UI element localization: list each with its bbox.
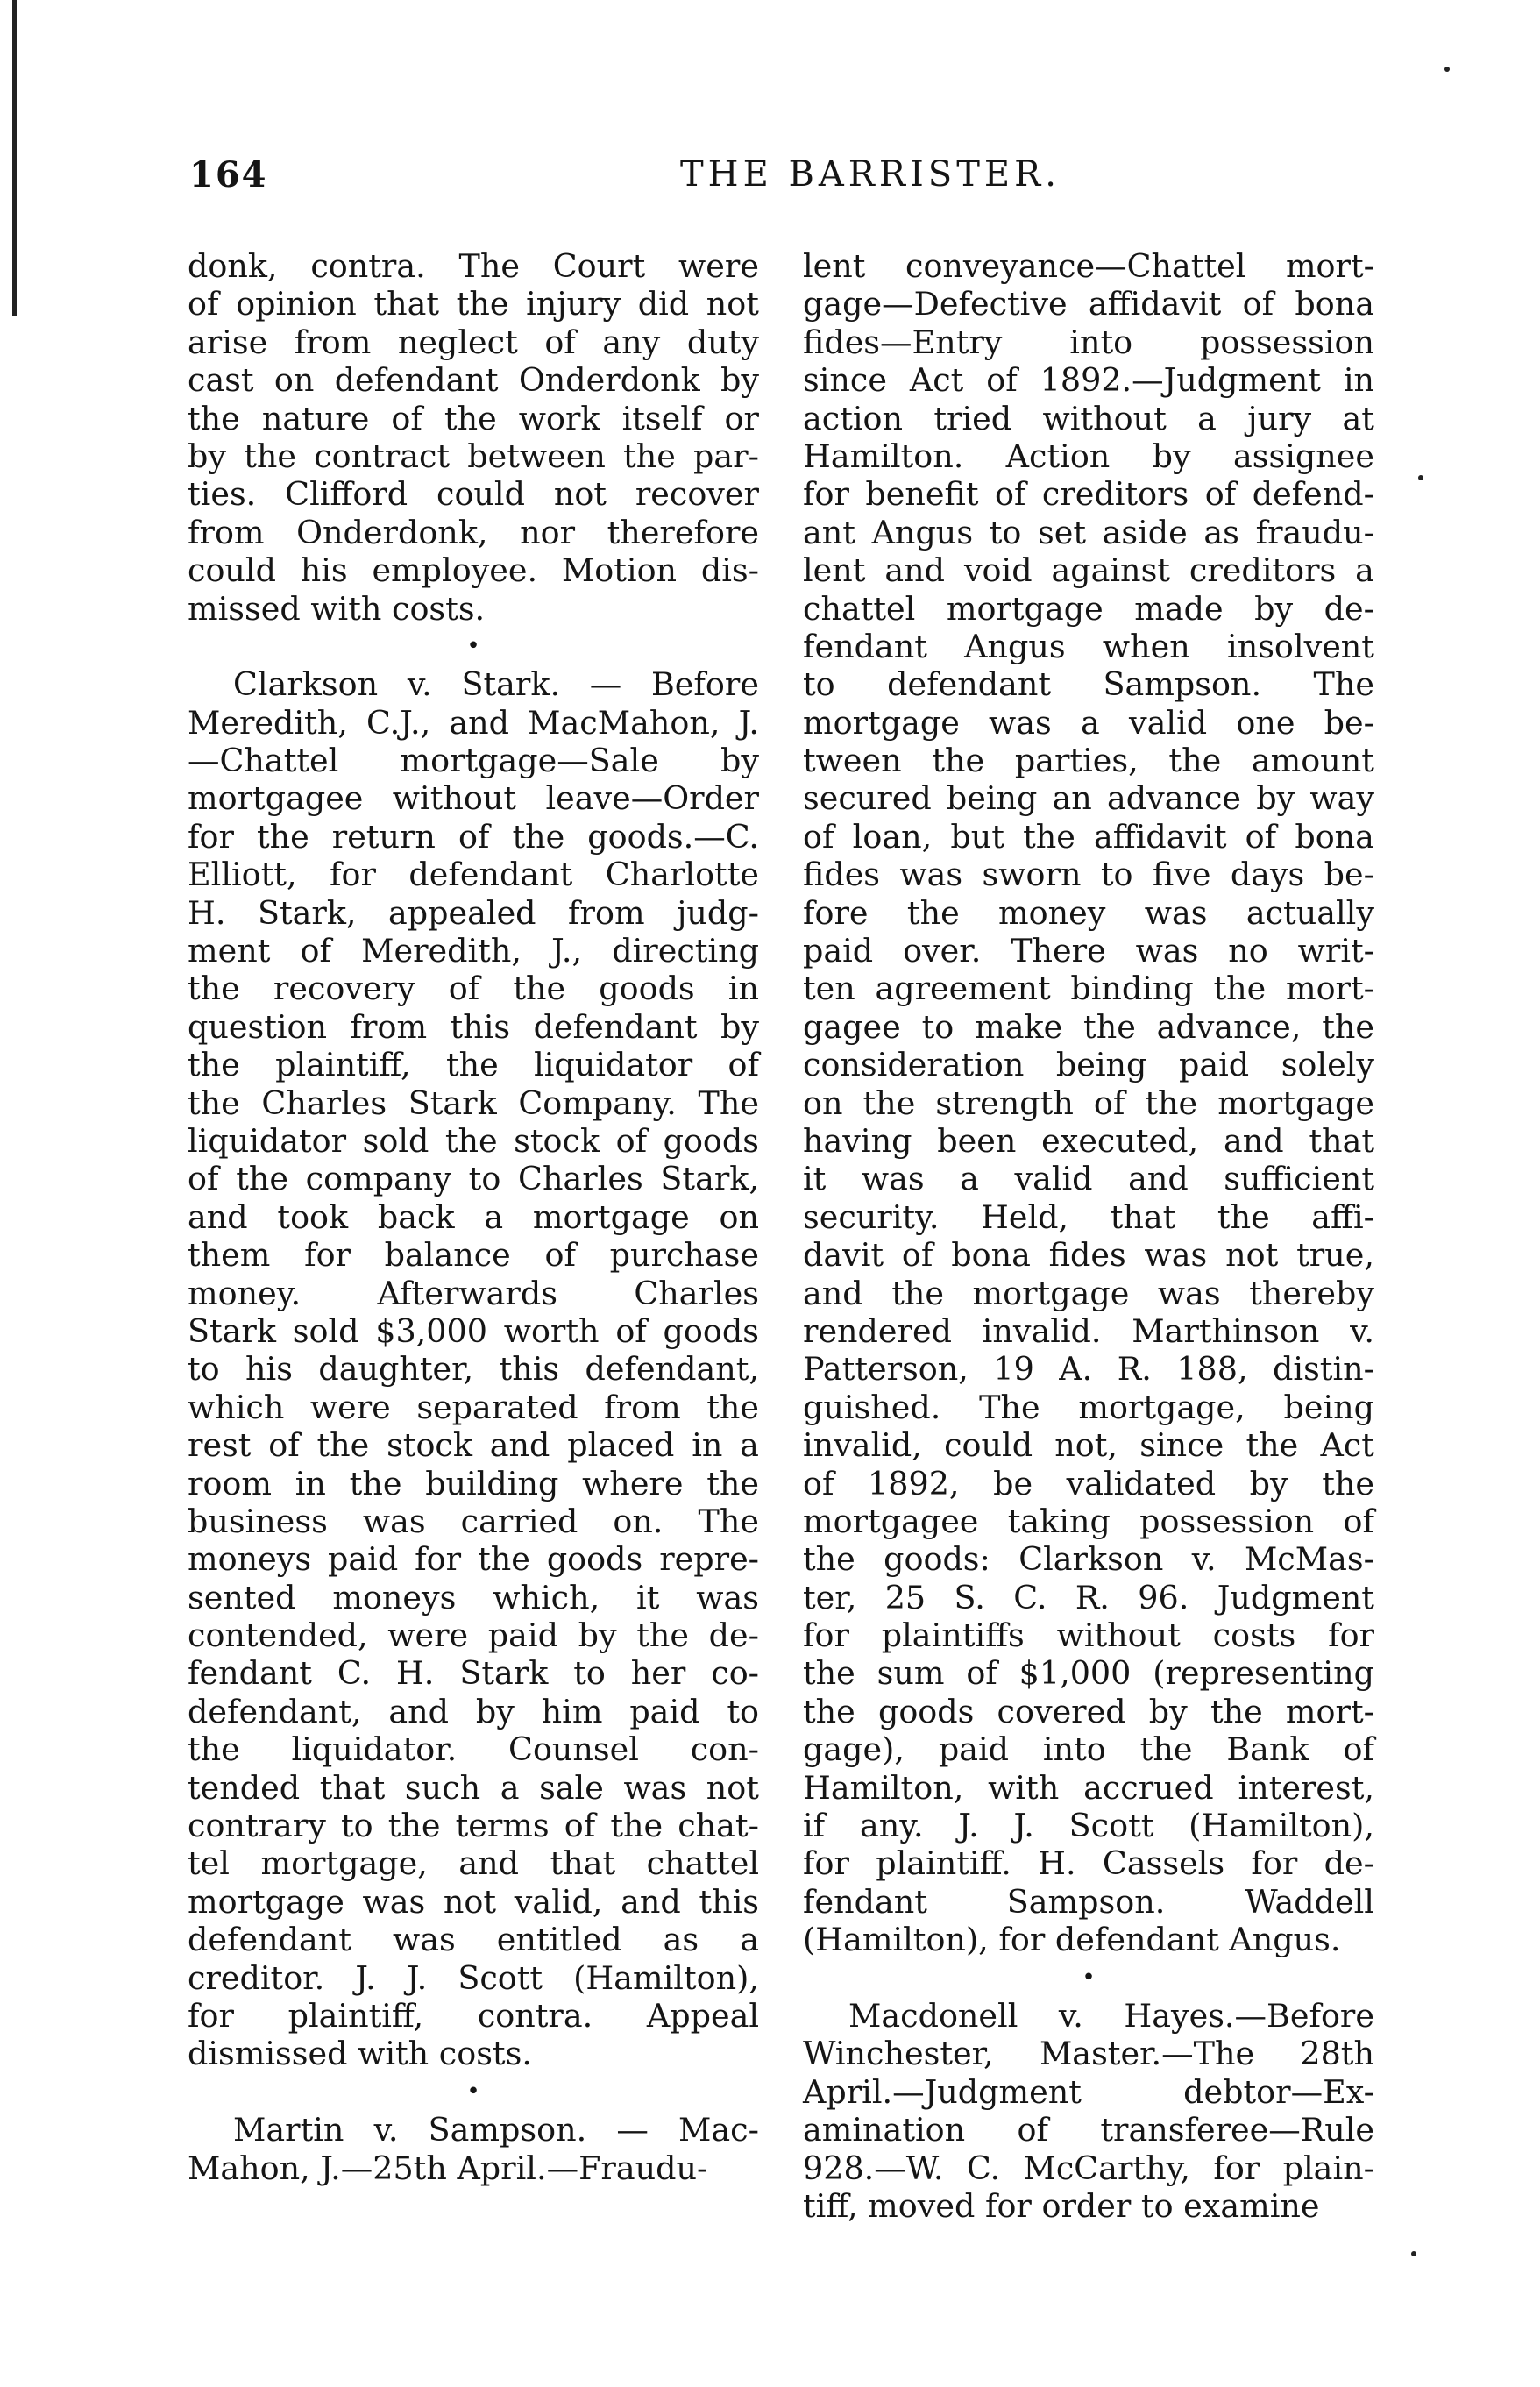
text-line: moneys paid for the goods repre- xyxy=(188,1540,759,1579)
text-line: fides was sworn to five days be- xyxy=(803,856,1374,894)
text-line: the sum of $1,000 (representing xyxy=(803,1654,1374,1693)
text-line: tel mortgage, and that chattel xyxy=(188,1844,759,1883)
text-line: on the strength of the mortgage xyxy=(803,1083,1374,1122)
text-line: fendant Sampson. Waddell xyxy=(803,1882,1374,1921)
text-line: the recovery of the goods in xyxy=(188,970,759,1008)
scan-speck xyxy=(1411,2251,1416,2256)
page-edge-rule xyxy=(12,0,17,316)
text-line: rendered invalid. Marthinson v. xyxy=(803,1311,1374,1350)
text-line: since Act of 1892.—Judgment in xyxy=(803,361,1374,400)
text-line: fendant C. H. Stark to her co- xyxy=(188,1654,759,1693)
text-line: guished. The mortgage, being xyxy=(803,1388,1374,1426)
text-line: Hamilton. Action by assignee xyxy=(803,437,1374,475)
text-line: ten agreement binding the mort- xyxy=(803,970,1374,1008)
text-line: for plaintiffs without costs for xyxy=(803,1616,1374,1655)
text-line: dismissed with costs. xyxy=(188,2035,532,2073)
text-line: liquidator sold the stock of goods xyxy=(188,1121,759,1160)
text-line: lent conveyance—Chattel mort- xyxy=(803,247,1374,285)
text-line: and the mortgage was thereby xyxy=(803,1274,1374,1312)
text-line: room in the building where the xyxy=(188,1464,759,1503)
text-line: action tried without a jury at xyxy=(803,399,1374,437)
text-line: tiff, moved for order to examine xyxy=(803,2186,1320,2225)
text-line: contended, were paid by the de- xyxy=(188,1616,759,1655)
text-line: money. Afterwards Charles xyxy=(188,1274,759,1312)
text-line: the Charles Stark Company. The xyxy=(188,1083,759,1122)
scan-speck xyxy=(1418,475,1423,480)
text-line: lent and void against creditors a xyxy=(803,551,1374,590)
text-line: davit of bona fides was not true, xyxy=(803,1236,1374,1275)
text-line: mortgage was a valid one be- xyxy=(803,703,1374,742)
text-line: business was carried on. The xyxy=(188,1502,759,1540)
text-line: fore the money was actually xyxy=(803,893,1374,932)
text-line: Clarkson v. Stark. — Before xyxy=(233,665,759,704)
text-line: defendant was entitled as a xyxy=(188,1921,759,1959)
text-line: donk, contra. The Court were xyxy=(188,247,759,285)
page-number: 164 xyxy=(189,154,268,195)
text-line: the nature of the work itself or xyxy=(188,399,759,437)
text-line: invalid, could not, since the Act xyxy=(803,1426,1374,1465)
text-line: the liquidator. Counsel con- xyxy=(188,1730,759,1769)
text-line: question from this defendant by xyxy=(188,1007,759,1046)
page-header xyxy=(189,154,1399,207)
text-line: rest of the stock and placed in a xyxy=(188,1426,759,1465)
text-line: Winchester, Master.—The 28th xyxy=(803,2035,1374,2073)
text-line: for plaintiff. H. Cassels for de- xyxy=(803,1844,1374,1883)
text-line: sented moneys which, it was xyxy=(188,1578,759,1616)
text-line: for the return of the goods.—C. xyxy=(188,817,759,856)
text-line: amination of transferee—Rule xyxy=(803,2111,1374,2149)
text-line: mortgagee without leave—Order xyxy=(188,779,759,818)
left-column xyxy=(188,247,759,2187)
text-line: 928.—W. C. McCarthy, for plain- xyxy=(803,2149,1374,2187)
text-line: to defendant Sampson. The xyxy=(803,665,1374,704)
text-line: consideration being paid solely xyxy=(803,1046,1374,1084)
text-line: the goods: Clarkson v. McMas- xyxy=(803,1540,1374,1579)
text-line: ment of Meredith, J., directing xyxy=(188,932,759,970)
text-line: cast on defendant Onderdonk by xyxy=(188,361,759,400)
text-line: of loan, but the affidavit of bona xyxy=(803,817,1374,856)
text-line: defendant, and by him paid to xyxy=(188,1692,759,1730)
text-line: Mahon, J.—25th April.—Fraudu- xyxy=(188,2149,708,2187)
section-separator: • xyxy=(466,2078,480,2105)
text-line: and took back a mortgage on xyxy=(188,1197,759,1236)
text-line: from Onderdonk, nor therefore xyxy=(188,513,759,551)
text-line: of opinion that the injury did not xyxy=(188,285,759,323)
text-line: gagee to make the advance, the xyxy=(803,1007,1374,1046)
text-line: ant Angus to set aside as fraudu- xyxy=(803,513,1374,551)
text-line: ties. Clifford could not recover xyxy=(188,475,759,514)
right-column xyxy=(803,247,1374,2225)
text-line: contrary to the terms of the chat- xyxy=(188,1807,759,1845)
text-line: —Chattel mortgage—Sale by xyxy=(188,742,759,780)
text-line: of the company to Charles Stark, xyxy=(188,1160,759,1198)
text-line: (Hamilton), for defendant Angus. xyxy=(803,1921,1341,1959)
scan-speck xyxy=(1444,67,1450,72)
text-line: Martin v. Sampson. — Mac- xyxy=(233,2111,759,2149)
text-line: ter, 25 S. C. R. 96. Judgment xyxy=(803,1578,1374,1616)
text-line: to his daughter, this defendant, xyxy=(188,1350,759,1389)
text-line: if any. J. J. Scott (Hamilton), xyxy=(803,1807,1374,1845)
text-line: fides—Entry into possession xyxy=(803,323,1374,361)
text-line: having been executed, and that xyxy=(803,1121,1374,1160)
text-line: H. Stark, appealed from judg- xyxy=(188,893,759,932)
text-line: it was a valid and sufficient xyxy=(803,1160,1374,1198)
text-line: Hamilton, with accrued interest, xyxy=(803,1768,1374,1807)
text-line: which were separated from the xyxy=(188,1388,759,1426)
text-line: them for balance of purchase xyxy=(188,1236,759,1275)
text-line: arise from neglect of any duty xyxy=(188,323,759,361)
text-line: mortgage was not valid, and this xyxy=(188,1882,759,1921)
text-line: creditor. J. J. Scott (Hamilton), xyxy=(188,1958,759,1997)
text-line: of 1892, be validated by the xyxy=(803,1464,1374,1503)
text-line: chattel mortgage made by de- xyxy=(803,589,1374,628)
text-line: Meredith, C.J., and MacMahon, J. xyxy=(188,703,759,742)
text-line: gage), paid into the Bank of xyxy=(803,1730,1374,1769)
text-line: security. Held, that the affi- xyxy=(803,1197,1374,1236)
text-line: the goods covered by the mort- xyxy=(803,1692,1374,1730)
text-line: tended that such a sale was not xyxy=(188,1768,759,1807)
text-line: missed with costs. xyxy=(188,589,486,628)
text-line: Stark sold $3,000 worth of goods xyxy=(188,1311,759,1350)
text-line: could his employee. Motion dis- xyxy=(188,551,759,590)
text-line: secured being an advance by way xyxy=(803,779,1374,818)
text-line: Macdonell v. Hayes.—Before xyxy=(848,1996,1374,2035)
section-separator: • xyxy=(1082,1964,1096,1991)
text-line: April.—Judgment debtor—Ex- xyxy=(803,2072,1374,2111)
text-line: fendant Angus when insolvent xyxy=(803,627,1374,665)
text-line: Patterson, 19 A. R. 188, distin- xyxy=(803,1350,1374,1389)
text-line: Elliott, for defendant Charlotte xyxy=(188,856,759,894)
running-head: THE BARRISTER. xyxy=(680,154,1061,195)
section-separator: • xyxy=(466,632,480,659)
text-line: for benefit of creditors of defend- xyxy=(803,475,1374,514)
text-line: by the contract between the par- xyxy=(188,437,759,475)
text-line: paid over. There was no writ- xyxy=(803,932,1374,970)
text-line: tween the parties, the amount xyxy=(803,742,1374,780)
text-line: gage—Defective affidavit of bona xyxy=(803,285,1374,323)
text-line: for plaintiff, contra. Appeal xyxy=(188,1996,759,2035)
text-line: the plaintiff, the liquidator of xyxy=(188,1046,759,1084)
text-line: mortgagee taking possession of xyxy=(803,1502,1374,1540)
